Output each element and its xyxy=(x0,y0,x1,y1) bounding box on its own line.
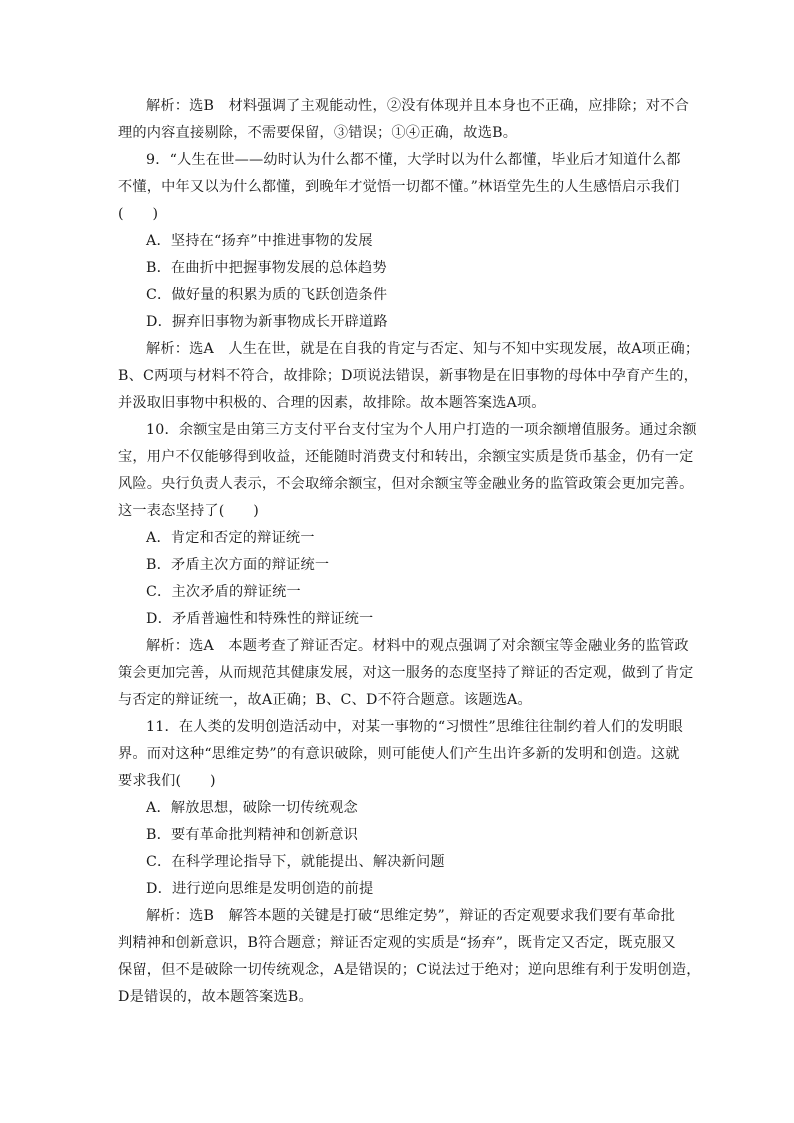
q8-analysis-line: 理的内容直接剔除，不需要保留，③错误；①④正确，故选B。 xyxy=(118,125,518,141)
q9-option-d: D．摒弃旧事物为新事物成长开辟道路 xyxy=(146,314,388,330)
q10-option-d: D．矛盾普遍性和特殊性的辩证统一 xyxy=(146,611,374,627)
q11-analysis-line: 判精神和创新意识，B符合题意；辩证否定观的实质是“扬弃”，既肯定又否定，既克服又 xyxy=(118,935,676,951)
q8-analysis-line: 解析：选B 材料强调了主观能动性，②没有体现并且本身也不正确，应排除；对不合 xyxy=(146,98,689,114)
q9-answer-blank: ( ) xyxy=(118,206,159,222)
q11-stem-line: 11．在人类的发明创造活动中，对某一事物的“习惯性”思维往往制约着人们的发明眼 xyxy=(146,719,683,735)
q10-option-b: B．矛盾主次方面的辩证统一 xyxy=(146,557,330,573)
q9-analysis-line: 并汲取旧事物中积极的、合理的因素，故排除。故本题答案选A项。 xyxy=(118,395,546,411)
q11-option-b: B．要有革命批判精神和创新意识 xyxy=(146,827,359,843)
q9-stem-line: 不懂，中年又以为什么都懂，到晚年才觉悟一切都不懂。”林语堂先生的人生感悟启示我们 xyxy=(118,179,680,195)
q11-option-d: D．进行逆向思维是发明创造的前提 xyxy=(146,881,374,897)
q11-analysis-line: D是错误的，故本题答案选B。 xyxy=(118,989,313,1005)
q9-analysis-line: B、C两项与材料不符合，故排除；D项说法错误，新事物是在旧事物的母体中孕育产生的， xyxy=(118,368,698,384)
q10-option-a: A．肯定和否定的辩证统一 xyxy=(146,530,315,546)
q10-stem-line: 10．余额宝是由第三方支付平台支付宝为个人用户打造的一项余额增值服务。通过余额 xyxy=(146,422,697,438)
q10-analysis-line: 与否定的辩证统一，故A正确；B、C、D不符合题意。该题选A。 xyxy=(118,692,532,708)
q11-option-a: A．解放思想，破除一切传统观念 xyxy=(146,800,358,816)
q10-analysis-line: 解析：选A 本题考查了辩证否定。材料中的观点强调了对余额宝等金融业务的监管政 xyxy=(146,638,689,654)
q10-stem-line: 这一表态坚持了( ) xyxy=(118,503,259,519)
q9-analysis-line: 解析：选A 人生在世，就是在自我的肯定与否定、知与不知中实现发展，故A项正确； xyxy=(146,341,700,357)
q9-stem-line: 9．“人生在世——幼时认为什么都不懂，大学时以为什么都懂，毕业后才知道什么都 xyxy=(146,152,681,168)
q11-option-c: C．在科学理论指导下，就能提出、解决新问题 xyxy=(146,854,445,870)
q10-stem-line: 风险。央行负责人表示，不会取缔余额宝，但对余额宝等金融业务的监管政策会更加完善。 xyxy=(118,476,694,492)
q11-analysis-line: 解析：选B 解答本题的关键是打破“思维定势”，辩证的否定观要求我们要有革命批 xyxy=(146,908,676,924)
q9-option-b: B．在曲折中把握事物发展的总体趋势 xyxy=(146,260,387,276)
q9-option-c: C．做好量的积累为质的飞跃创造条件 xyxy=(146,287,388,303)
q11-stem-line: 要求我们( ) xyxy=(118,773,216,789)
q11-analysis-line: 保留，但不是破除一切传统观念，A是错误的；C说法过于绝对；逆向思维有利于发明创造， xyxy=(118,962,701,978)
q11-stem-line: 界。而对这种“思维定势”的有意识破除，则可能使人们产生出许多新的发明和创造。这就 xyxy=(118,746,680,762)
q10-analysis-line: 策会更加完善，从而规范其健康发展，对这一服务的态度坚持了辩证的否定观，做到了肯定 xyxy=(118,665,694,681)
q10-stem-line: 宝，用户不仅能够得到收益，还能随时消费支付和转出，余额宝实质是货币基金，仍有一定 xyxy=(118,449,694,465)
q9-option-a: A．坚持在“扬弃”中推进事物的发展 xyxy=(146,233,373,249)
q10-option-c: C．主次矛盾的辩证统一 xyxy=(146,584,301,600)
